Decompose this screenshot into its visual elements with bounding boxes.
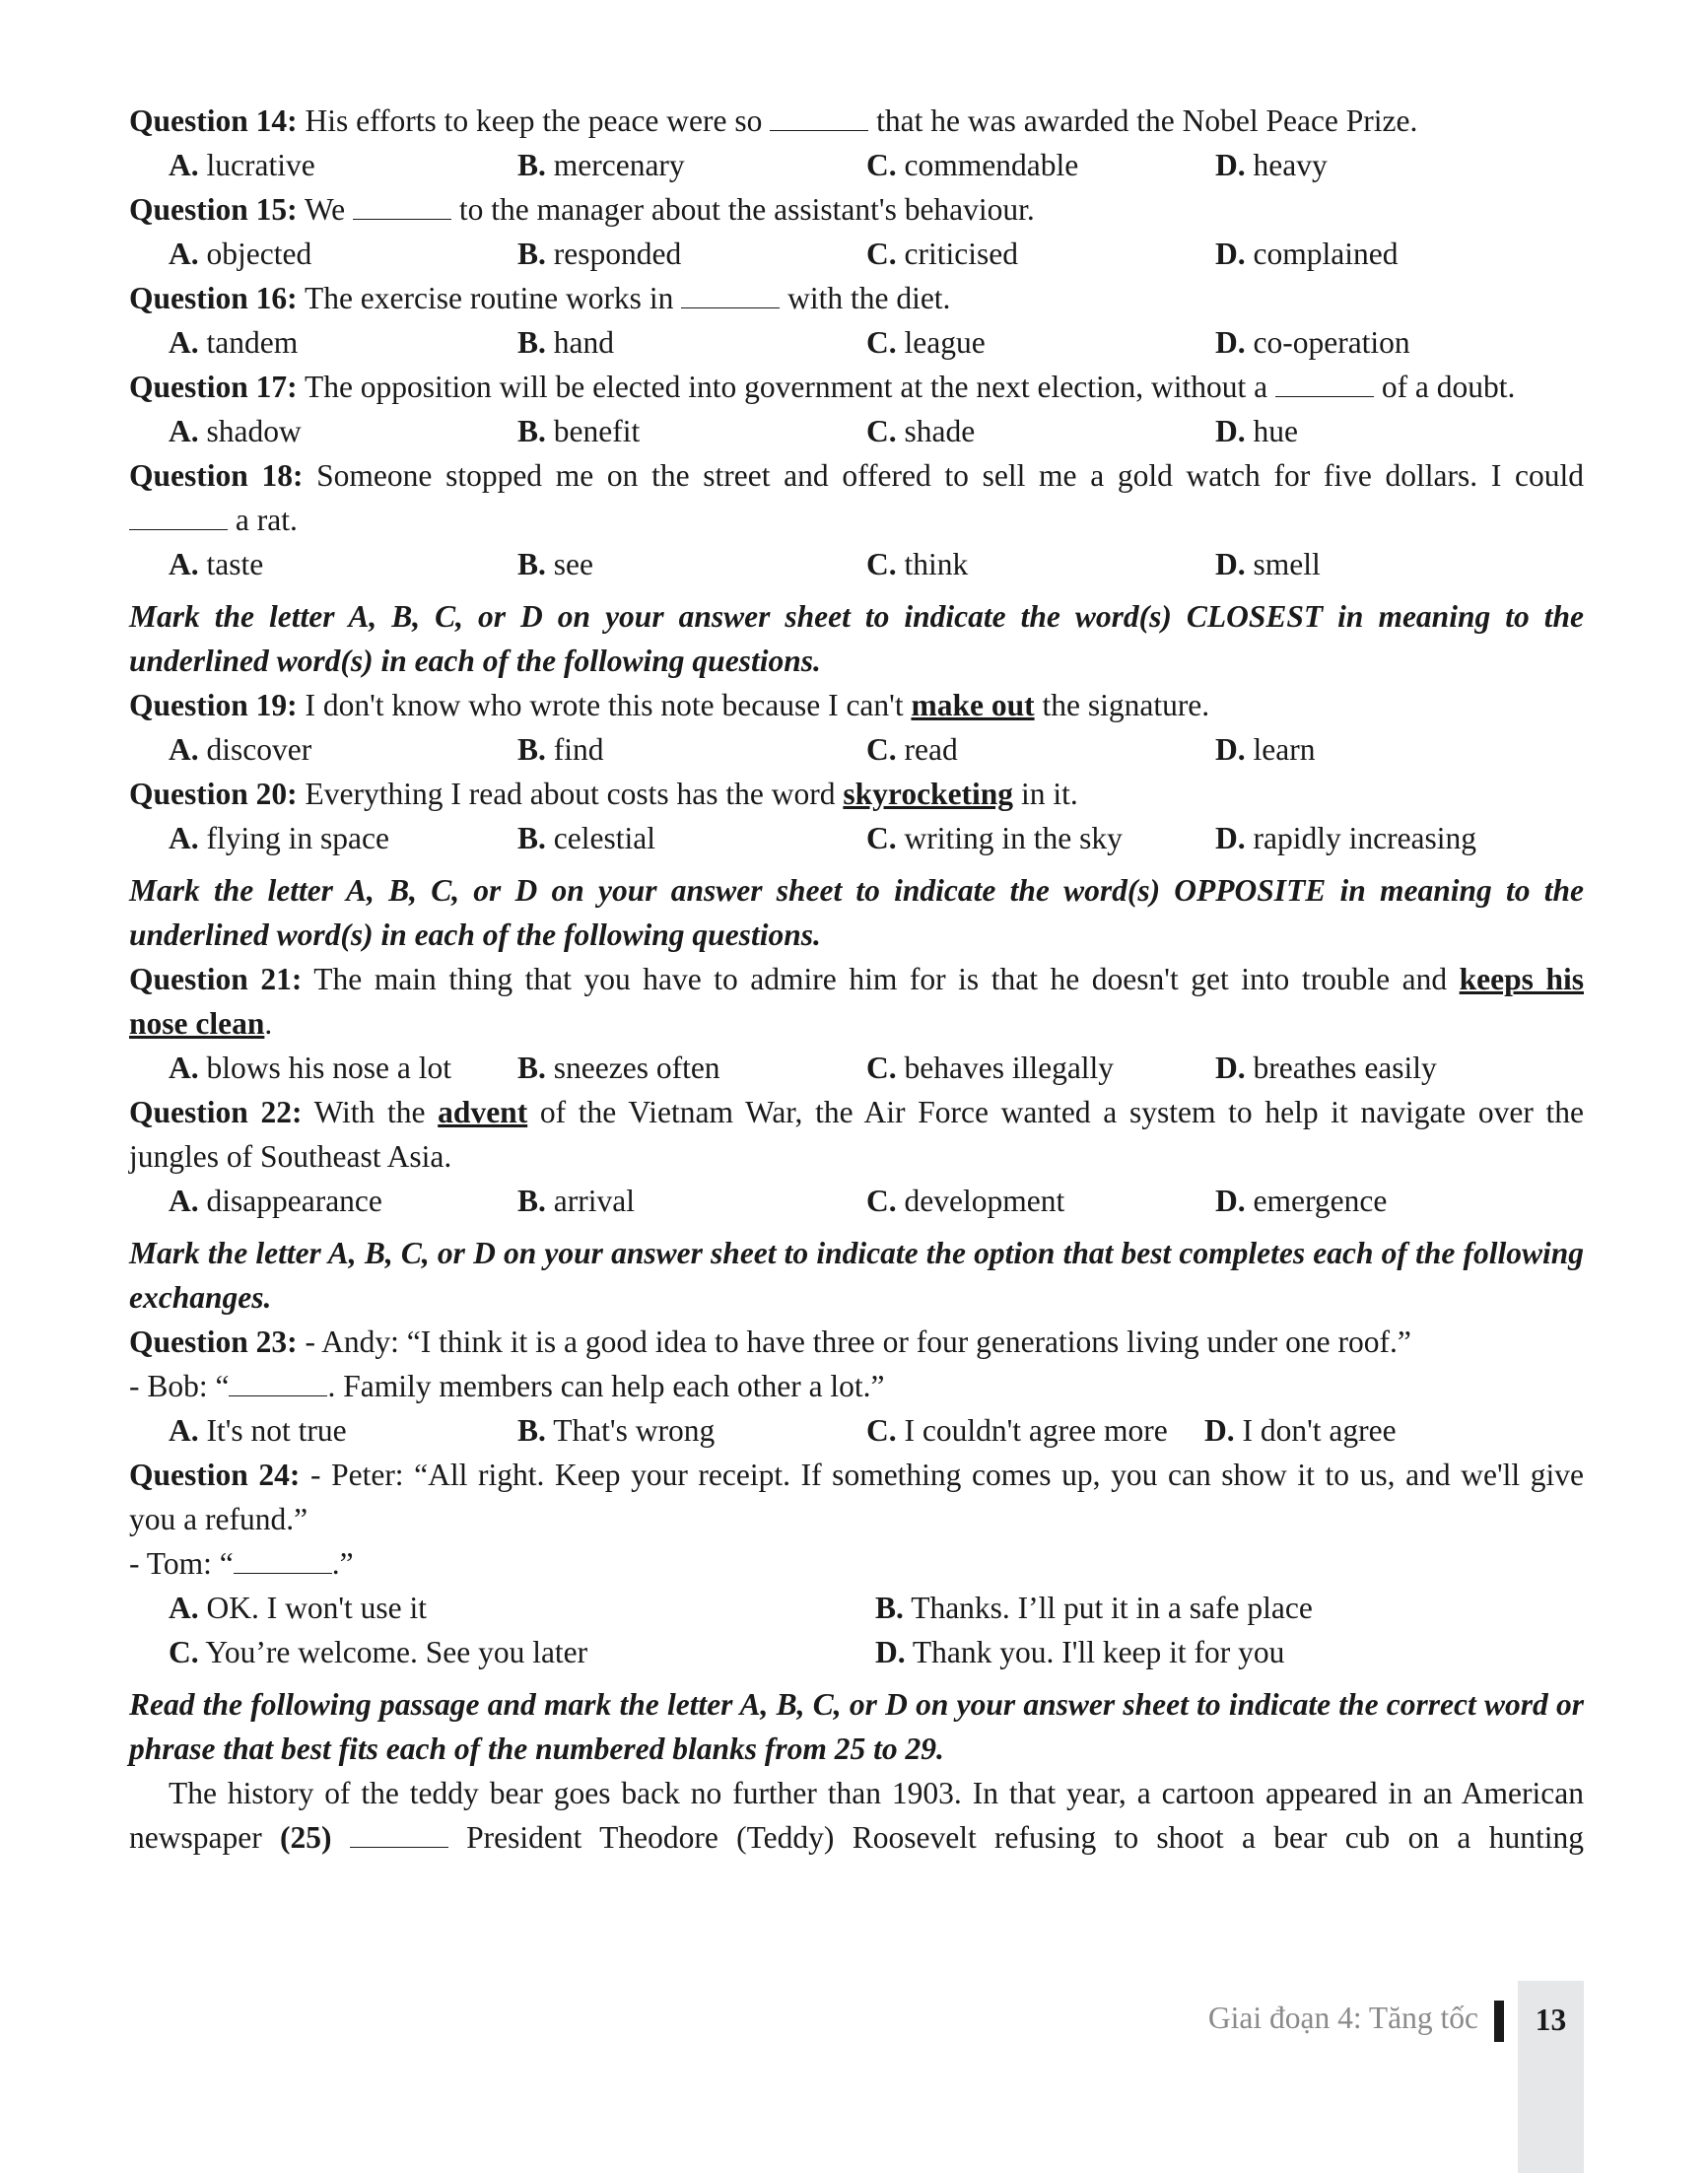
question-22: Question 22: With the advent of the Vietnam War, the Air Force wanted a system to help it navigate over the jungles of Southeast Asia. A. disappearance B. arrival C. development D. emergence <box>129 1090 1584 1223</box>
answer-blank <box>129 502 228 530</box>
option-d[interactable]: D. smell <box>1215 547 1321 581</box>
reply-line: - Bob: “ . Family members can help each other a lot.” <box>129 1369 885 1403</box>
option-d[interactable]: D. rapidly increasing <box>1215 821 1477 855</box>
question-label: Question 17: <box>129 370 298 404</box>
question-text-cont: you a refund.” <box>129 1502 308 1536</box>
options-row <box>129 1046 1584 1090</box>
options-row <box>129 1408 1584 1453</box>
option-a[interactable]: A. OK. I won't use it <box>169 1591 428 1625</box>
option-d[interactable]: D. Thank you. I'll keep it for you <box>875 1635 1285 1669</box>
answer-blank <box>234 1545 332 1574</box>
instruction-closest: Mark the letter A, B, C, or D on your answer sheet to indicate the word(s) CLOSEST in meaning to the underlined word(s) in each of the following questions. <box>129 599 1584 678</box>
option-a[interactable]: A. taste <box>169 547 264 581</box>
reply-line: - Tom: “ .” <box>129 1546 354 1581</box>
option-a[interactable]: A. disappearance <box>169 1184 382 1218</box>
question-label: Question 15: <box>129 192 298 227</box>
instruction-exchange: Mark the letter A, B, C, or D on your answer sheet to indicate the option that best completes each of the following exchanges. <box>129 1236 1584 1315</box>
question-15: Question 15: We to the manager about the assistant's behaviour. A. objected B. responded C. criticised D. complained <box>129 187 1584 276</box>
option-a[interactable]: A. objected <box>169 237 312 271</box>
option-c[interactable]: C. development <box>866 1184 1065 1218</box>
question-label: Question 20: <box>129 777 298 811</box>
answer-blank <box>770 102 868 131</box>
option-b[interactable]: B. arrival <box>517 1184 635 1218</box>
options-row <box>129 1179 1584 1223</box>
options-row <box>129 816 1584 860</box>
page-number: 13 <box>1535 2003 1567 2037</box>
question-21: Question 21: The main thing that you have to admire him for is that he doesn't get into trouble and keeps his nose clean. A. blows his nose a lot B. sneezes often C. behaves illegally D. breathes easily <box>129 957 1584 1090</box>
options-row <box>129 320 1584 365</box>
option-a[interactable]: A. discover <box>169 732 312 767</box>
question-label: Question 19: <box>129 688 298 722</box>
option-c[interactable]: C. commendable <box>866 148 1079 182</box>
option-b[interactable]: B. find <box>517 732 604 767</box>
underlined-word: skyrocketing <box>843 777 1014 811</box>
option-a[interactable]: A. blows his nose a lot <box>169 1051 451 1085</box>
options-row <box>129 1586 1584 1630</box>
question-text-cont: jungles of Southeast Asia. <box>129 1139 452 1174</box>
answer-blank <box>229 1368 327 1396</box>
option-a[interactable]: A. shadow <box>169 414 302 448</box>
option-d[interactable]: D. heavy <box>1215 148 1328 182</box>
option-b[interactable]: B. benefit <box>517 414 641 448</box>
option-b[interactable]: B. hand <box>517 325 614 360</box>
instruction-opposite: Mark the letter A, B, C, or D on your answer sheet to indicate the word(s) OPPOSITE in meaning to the underlined word(s) in each of the following questions. <box>129 873 1584 952</box>
question-label: Question 21: <box>129 962 303 996</box>
instruction-passage: Read the following passage and mark the letter A, B, C, or D on your answer sheet to indicate the correct word or phrase that best fits each of the numbered blanks from 25 to 29. <box>129 1687 1584 1766</box>
section-title: Giai đoạn 4: Tăng tốc <box>1207 2001 1478 2035</box>
passage-paragraph <box>129 1771 1584 1860</box>
answer-blank <box>681 280 780 308</box>
option-c[interactable]: C. league <box>866 325 986 360</box>
option-c[interactable]: C. criticised <box>866 237 1018 271</box>
options-row <box>129 542 1584 586</box>
option-c[interactable]: C. shade <box>866 414 976 448</box>
underlined-word: advent <box>438 1095 528 1129</box>
option-c[interactable]: C. I couldn't agree more <box>866 1413 1168 1448</box>
passage-line-2: newspaper (25) President Theodore (Teddy) Roosevelt refusing to shoot a bear cub on a hunting <box>129 1820 1584 1855</box>
question-text: Someone stopped me on the street and offered to sell me a gold watch for five dollars. I could <box>303 458 1584 493</box>
option-b[interactable]: B. celestial <box>517 821 655 855</box>
question-16: Question 16: The exercise routine works in with the diet. A. tandem B. hand C. league D. co-operation <box>129 276 1584 365</box>
underlined-phrase: keeps his <box>1459 962 1584 996</box>
option-b[interactable]: B. responded <box>517 237 682 271</box>
option-d[interactable]: D. learn <box>1215 732 1316 767</box>
option-b[interactable]: B. mercenary <box>517 148 685 182</box>
option-b[interactable]: B. That's wrong <box>517 1413 716 1448</box>
answer-blank <box>350 1819 448 1848</box>
options-row <box>129 1630 1584 1674</box>
option-c[interactable]: C. behaves illegally <box>866 1051 1115 1085</box>
exam-page <box>129 99 1584 1860</box>
option-b[interactable]: B. sneezes often <box>517 1051 720 1085</box>
blank-number: (25) <box>280 1820 332 1855</box>
question-17: Question 17: The opposition will be elected into government at the next election, without a of a doubt. A. shadow B. benefit C. shade D. hue <box>129 365 1584 453</box>
question-label: Question 22: <box>129 1095 303 1129</box>
option-d[interactable]: D. hue <box>1215 414 1298 448</box>
question-14: Question 14: His efforts to keep the peace were so that he was awarded the Nobel Peace Prize. A. lucrative B. mercenary C. commendable D. heavy <box>129 99 1584 187</box>
option-a[interactable]: A. tandem <box>169 325 299 360</box>
option-c[interactable]: C. read <box>866 732 958 767</box>
option-a[interactable]: A. lucrative <box>169 148 315 182</box>
question-24: Question 24: - Peter: “All right. Keep your receipt. If something comes up, you can show it to us, and we'll give you a refund.” - Tom: “ .” A. OK. I won't use it B. Thanks. I’ll put it in a safe place C. You’re welcome. See you later D. Thank you. I'll keep it for you <box>129 1453 1584 1674</box>
options-row <box>129 232 1584 276</box>
question-text-cont: a rat. <box>228 503 298 537</box>
option-a[interactable]: A. flying in space <box>169 821 389 855</box>
underlined-word: make out <box>911 688 1035 722</box>
option-a[interactable]: A. It's not true <box>169 1413 347 1448</box>
option-d[interactable]: D. complained <box>1215 237 1399 271</box>
question-group-vocabulary <box>129 99 1584 453</box>
option-d[interactable]: D. emergence <box>1215 1184 1388 1218</box>
question-label: Question 16: <box>129 281 298 315</box>
answer-blank <box>353 191 451 220</box>
question-label: Question 14: <box>129 103 298 138</box>
question-20: Question 20: Everything I read about costs has the word skyrocketing in it. A. flying in space B. celestial C. writing in the sky D. rapidly increasing <box>129 772 1584 860</box>
option-d[interactable]: D. I don't agree <box>1204 1413 1397 1448</box>
options-row <box>129 727 1584 772</box>
question-19: Question 19: I don't know who wrote this note because I can't make out the signature. A. discover B. find C. read D. learn <box>129 683 1584 772</box>
option-c[interactable]: C. writing in the sky <box>866 821 1123 855</box>
option-b[interactable]: B. Thanks. I’ll put it in a safe place <box>875 1591 1313 1625</box>
footer-divider <box>1494 2001 1504 2042</box>
question-label: Question 24: <box>129 1458 301 1492</box>
question-label: Question 18: <box>129 458 304 493</box>
question-18 <box>129 453 1584 586</box>
passage-line-1: The history of the teddy bear goes back no further than 1903. In that year, a cartoon appeared in an American <box>169 1776 1584 1810</box>
question-23: Question 23: - Andy: “I think it is a good idea to have three or four generations living under one roof.” - Bob: “ . Family members can help each other a lot.” A. It's not true B. That's wrong C. I couldn't agree more D. I don't agree <box>129 1320 1584 1453</box>
options-row <box>129 143 1584 187</box>
underlined-phrase-cont: nose clean <box>129 1006 265 1041</box>
answer-blank <box>1275 369 1374 397</box>
question-label: Question 23: <box>129 1324 298 1359</box>
options-row <box>129 409 1584 453</box>
option-c[interactable]: C. You’re welcome. See you later <box>169 1635 588 1669</box>
option-d[interactable]: D. breathes easily <box>1215 1051 1437 1085</box>
option-b[interactable]: B. see <box>517 547 593 581</box>
option-d[interactable]: D. co-operation <box>1215 325 1410 360</box>
option-c[interactable]: C. think <box>866 547 969 581</box>
